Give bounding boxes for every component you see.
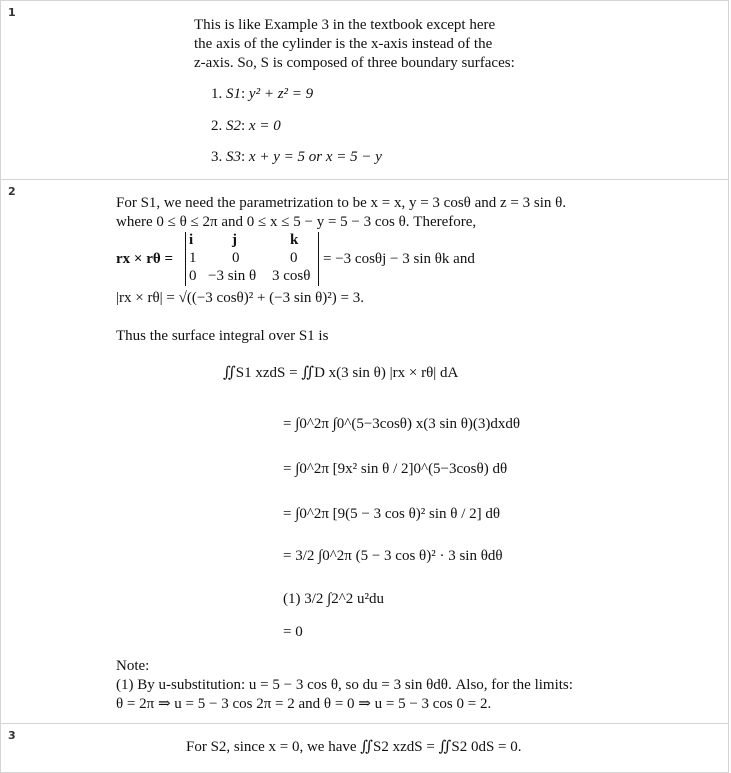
matrix-cell: −3 sin θ [208, 268, 257, 284]
surface-index: 1. [211, 86, 223, 102]
eq-line: = ∫0^2π [9x² sin θ / 2]0^(5−3cosθ) dθ [283, 461, 508, 477]
surface-equation: x + y = 5 or x = 5 − y [248, 149, 382, 165]
matrix-cell: k [290, 232, 299, 248]
eq-line: = ∫0^2π [9(5 − 3 cos θ)² sin θ / 2] dθ [283, 506, 501, 522]
param-line: For S1, we need the parametrization to be x = x, y = 3 cosθ and z = 3 sin θ. [116, 195, 567, 211]
magnitude-line: |rx × rθ| = √((−3 cosθ)² + (−3 sin θ)²) = 3. [116, 290, 365, 306]
intro-line: the axis of the cylinder is the x-axis instead of the [194, 36, 493, 52]
s2-line: For S2, since x = 0, we have ∬S2 xzdS = ∬S2 0dS = 0. [186, 739, 522, 755]
surface-equation: y² + z² = 9 [248, 86, 314, 102]
surface-equation: x = 0 [248, 118, 281, 134]
matrix-cell: 0 [290, 250, 298, 266]
matrix-cell: 0 [189, 268, 197, 284]
step-2 [0, 179, 729, 724]
surface-item: 3. S3: x + y = 5 or x = 5 − y [211, 149, 382, 165]
cross-lhs: rx × rθ = [116, 251, 173, 267]
determinant-matrix [185, 232, 319, 286]
cross-rhs: = −3 cosθj − 3 sin θk and [323, 251, 475, 267]
eq-line: ∬S1 xzdS = ∬D x(3 sin θ) |rx × rθ| dA [223, 365, 459, 381]
surface-name: S1 [226, 86, 241, 102]
surface-name: S3 [226, 149, 241, 165]
surface-item: 2. S2: x = 0 [211, 118, 281, 134]
surface-index: 2. [211, 118, 223, 134]
intro-line: z-axis. So, S is composed of three boundary surfaces: [194, 55, 515, 71]
eq-line: = 0 [283, 624, 303, 640]
surface-index: 3. [211, 149, 223, 165]
matrix-cell: 3 cosθ [272, 268, 311, 284]
surface-name: S2 [226, 118, 241, 134]
step-number: 3 [8, 729, 16, 742]
step-3 [0, 723, 729, 773]
matrix-cell: 0 [232, 250, 240, 266]
intro-line: This is like Example 3 in the textbook except here [194, 17, 496, 33]
step-number: 2 [8, 185, 16, 198]
integral-intro: Thus the surface integral over S1 is [116, 328, 329, 344]
eq-line: = ∫0^2π ∫0^(5−3cosθ) x(3 sin θ)(3)dxdθ [283, 416, 521, 432]
note-line: θ = 2π ⇒ u = 5 − 3 cos 2π = 2 and θ = 0 ⇒ u = 5 − 3 cos 0 = 2. [116, 696, 492, 712]
step-1 [0, 0, 729, 180]
note-line: (1) By u-substitution: u = 5 − 3 cos θ, so du = 3 sin θdθ. Also, for the limits: [116, 677, 573, 693]
matrix-cell: i [189, 232, 194, 248]
surface-item: 1. S1: y² + z² = 9 [211, 86, 314, 102]
matrix-cell: j [232, 232, 237, 248]
matrix-cell: 1 [189, 250, 197, 266]
note-title: Note: [116, 658, 150, 674]
eq-line: (1) 3/2 ∫2^2 u²du [283, 591, 385, 607]
eq-line: = 3/2 ∫0^2π (5 − 3 cos θ)² · 3 sin θdθ [283, 548, 503, 564]
param-line: where 0 ≤ θ ≤ 2π and 0 ≤ x ≤ 5 − y = 5 − 3 cos θ. Therefore, [116, 214, 477, 230]
step-number: 1 [8, 6, 16, 19]
